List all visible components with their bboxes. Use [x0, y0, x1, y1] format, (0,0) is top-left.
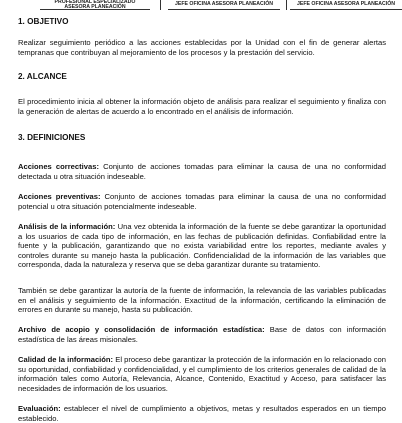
- definition-text: Base de datos con información estadística de las áreas misionales.: [18, 325, 386, 344]
- definition-term: Calidad de la información:: [18, 355, 114, 364]
- definition-term: Análisis de la información:: [18, 222, 116, 231]
- header-cell-role-1: [40, 0, 150, 10]
- definition-paragraph: [18, 325, 386, 344]
- definition-paragraph: [18, 286, 386, 315]
- header-divider: [160, 0, 161, 10]
- objetivo-paragraph: Realizar seguimiento periódico a las acciones establecidas por la Unidad con el fin de generar alertas tempranas que contribuyan al mejoramiento de los procesos y la prestación del servicio.: [18, 38, 386, 57]
- section-heading-alcance: 2. ALCANCE: [18, 72, 67, 81]
- definition-paragraph: [18, 222, 386, 270]
- definition-paragraph: [18, 162, 386, 181]
- header-cell-role-1-line2: ASESORA PLANEACIÓN: [64, 3, 126, 10]
- definition-text: El proceso debe garantizar la protección de la información en lo relacionado con su oportunidad, confiabilidad y confidencialidad, y el cumplimiento de los criterios generales de calidad de la información tales como Autoría, Relevancia, Alcance, Contenido, Exactitud y Acceso, para satisfacer las necesidades de información de los usuarios.: [18, 355, 387, 393]
- definition-term: Evaluación:: [18, 404, 61, 413]
- definition-paragraph: [18, 355, 386, 393]
- definition-text: establecer el nivel de cumplimiento a objetivos, metas y resultados esperados en un tiempo establecido.: [18, 404, 386, 423]
- definition-text: También se debe garantizar la autoría de la fuente de información, la relevancia de las variables publicadas en el análisis y seguimiento de la información. Exactitud de la información, certificando la eliminación de errores en durante su manejo, hasta su publicación.: [18, 286, 386, 315]
- header-cell-role-3: JEFE OFICINA ASESORA PLANEACIÓN: [290, 0, 402, 10]
- definition-term: Acciones correctivas:: [18, 162, 99, 171]
- header-cell-role-2: JEFE OFICINA ASESORA PLANEACIÓN: [168, 0, 280, 10]
- alcance-paragraph: El procedimiento inicia al obtener la información objeto de análisis para realizar el seguimiento y finaliza con la generación de alertas de acuerdo a lo encontrado en el análisis de información.: [18, 97, 386, 116]
- definition-term: Acciones preventivas:: [18, 192, 101, 201]
- definition-paragraph: [18, 404, 386, 423]
- definition-paragraph: [18, 192, 386, 211]
- signature-table-header: [0, 0, 402, 13]
- definition-text: Conjunto de acciones tomadas para eliminar la causa de una no conformidad potencial u otra situación potencialmente indeseable.: [18, 192, 386, 211]
- section-heading-objetivo: 1. OBJETIVO: [18, 17, 69, 26]
- header-divider: [286, 0, 287, 10]
- section-heading-definiciones: 3. DEFINICIONES: [18, 133, 86, 142]
- definition-term: Archivo de acopio y consolidación de información estadística:: [18, 325, 265, 334]
- definition-text: Conjunto de acciones tomadas para eliminar la causa de una no conformidad detectada u otra situación indeseable.: [18, 162, 386, 181]
- definition-text: Una vez obtenida la información de la fuente se debe garantizar la oportunidad a los usuarios de cada tipo de información, en las fechas de publicación definidas. Confiabilidad entre la fuente y la publicación, garantizando que no exista variabilidad entre los reportes, mediante avales y controles durante su manejo hasta la publicación. Confidencialidad de la información de las variables que corresponda, dada la naturaleza y reserva que se deba garantizar durante su tratamiento.: [18, 222, 386, 270]
- header-cell-role-1-line1: PROFESIONAL ESPECIALIZADO: [54, 0, 136, 5]
